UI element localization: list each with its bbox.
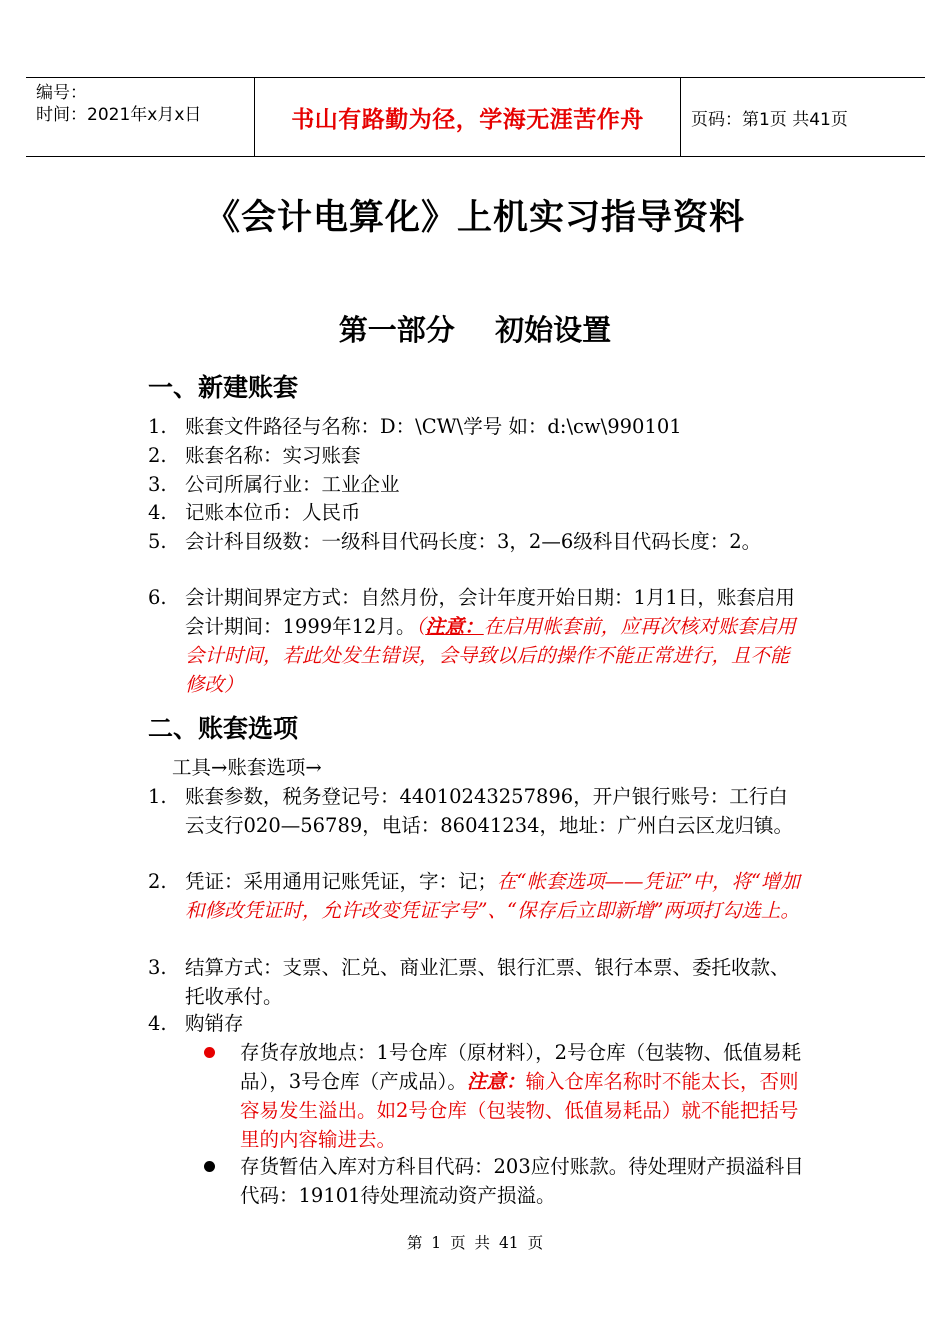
item-number: 3.	[148, 473, 167, 496]
item-text: 账套参数，税务登记号：44010243257896，开户银行账号：工行白云支行020—56789，电话：86041234，地址：广州白云区龙归镇。	[185, 785, 794, 837]
item-text	[185, 583, 805, 699]
bullet-dot-icon	[204, 1161, 215, 1172]
header-motto: 书山有路勤为径，学海无涯苦作舟	[255, 78, 681, 156]
item-text: 账套文件路径与名称：D：\CW\学号 如：d:\cw\990101	[185, 415, 682, 438]
item-main-text: 凭证：采用通用记账凭证，字：记；	[185, 870, 498, 893]
item-text	[185, 867, 805, 925]
item-number: 1.	[148, 785, 167, 808]
page-header	[26, 77, 925, 157]
item-number: 2.	[148, 870, 167, 893]
item-text: 购销存	[185, 1012, 244, 1035]
number-label: 编号：	[36, 83, 87, 103]
item-number: 3.	[148, 956, 167, 979]
section-heading-account-options: 二、账套选项	[148, 714, 299, 743]
bullet-text	[240, 1038, 810, 1154]
note-label: 注意：	[466, 1070, 526, 1093]
part-title: 第一部分 初始设置	[338, 313, 612, 347]
item-number: 4.	[148, 501, 167, 524]
note-label: 注意：	[425, 615, 484, 638]
item-text: 账套名称：实习账套	[185, 444, 361, 467]
note-text: 在“帐套选项——凭证”中，将“增加和修改凭证时，允许改变凭证字号”、“保存后立即新增”两项打勾选上。	[185, 870, 800, 922]
bullet-text: 存货暂估入库对方科目代码：203应付账款。待处理财产损溢科目代码：19101待处理流动资产损溢。	[240, 1155, 804, 1207]
item-text: 记账本位币：人民币	[185, 501, 361, 524]
header-page-info: 页码：第1页 共41页	[691, 109, 848, 130]
item-number: 6.	[148, 586, 167, 609]
time-label: 时间：2021年x月x日	[36, 105, 202, 125]
item-main-text: 会计期间界定方式：自然月份，会计年度开始日期：1月1日，账套启用会计期间：1999年12月。	[185, 586, 795, 638]
page-footer: 第 1 页 共 41 页	[406, 1234, 544, 1252]
item-text: 公司所属行业：工业企业	[185, 473, 400, 496]
note-open-paren: （	[415, 615, 426, 638]
note-text: 输入仓库名称时不能太长，否则容易发生溢出。如2号仓库（包装物、低值易耗品）就不能把括号里的内容输进去。	[240, 1070, 799, 1151]
section-heading-new-account-set: 一、新建账套	[148, 373, 299, 402]
item-number: 1.	[148, 415, 167, 438]
document-title: 《会计电算化》上机实习指导资料	[204, 197, 745, 238]
note-text: 在启用帐套前，应再次核对账套启用会计时间，若此处发生错误，会导致以后的操作不能正常进行，且不能修改）	[185, 615, 796, 696]
bullet-main-text: 存货存放地点：1号仓库（原材料），2号仓库（包装物、低值易耗品），3号仓库（产成品）。	[240, 1041, 802, 1093]
menu-path: 工具→账套选项→	[172, 756, 322, 779]
item-number: 2.	[148, 444, 167, 467]
item-text: 会计科目级数：一级科目代码长度：3，2—6级科目代码长度：2。	[185, 530, 762, 553]
header-meta	[26, 78, 255, 156]
item-number: 5.	[148, 530, 167, 553]
bullet-dot-icon	[204, 1047, 215, 1058]
item-text: 结算方式：支票、汇兑、商业汇票、银行汇票、银行本票、委托收款、托收承付。	[185, 956, 790, 1008]
item-number: 4.	[148, 1012, 167, 1035]
